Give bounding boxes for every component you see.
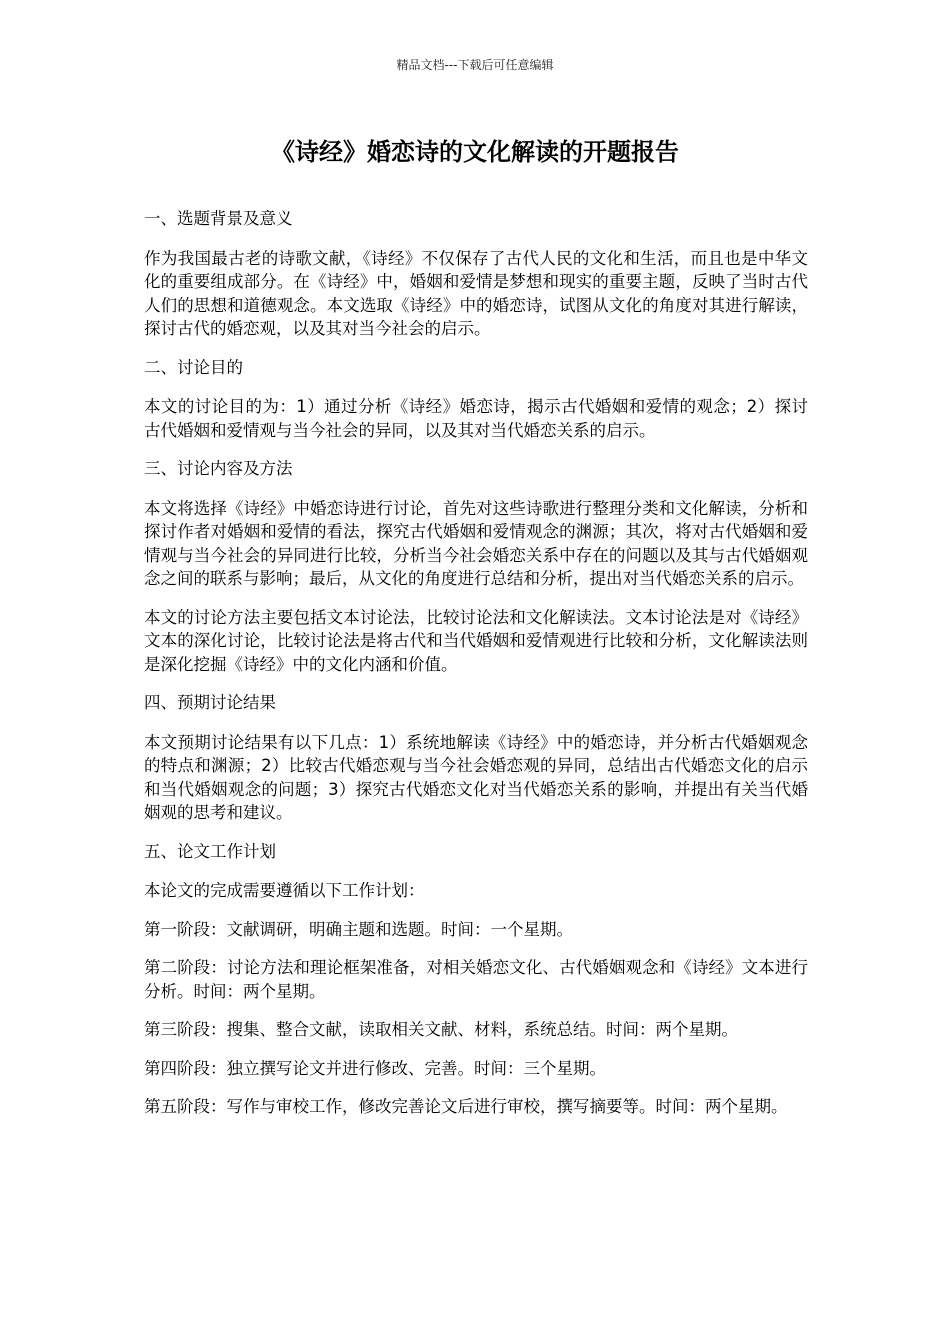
plan-stage-3: 第三阶段：搜集、整合文献，读取相关文献、材料，系统总结。时间：两个星期。 <box>144 1020 738 1039</box>
section-heading-content-method: 三、讨论内容及方法 <box>144 459 293 478</box>
plan-stage-4: 第四阶段：独立撰写论文并进行修改、完善。时间：三个星期。 <box>144 1058 606 1078</box>
plan-stage-1: 第一阶段：文献调研，明确主题和选题。时间：一个星期。 <box>144 919 573 939</box>
paragraph-plan-intro: 本论文的完成需要遵循以下工作计划： <box>144 881 425 900</box>
section-heading-expected-results: 四、预期讨论结果 <box>144 693 276 712</box>
paragraph-method: 本文的讨论方法主要包括文本讨论法，比较讨论法和文化解读法。文本讨论法是对《诗经》文本的深化讨论，比较讨论法是将古代和当代婚姻和爱情观进行比较和分析，文化解读法则是深化挖掘《诗经》中的文化内涵和价值。 <box>144 607 808 674</box>
plan-stage-5: 第五阶段：写作与审校工作，修改完善论文后进行审校，撰写摘要等。时间：两个星期。 <box>144 1097 788 1116</box>
paragraph-purpose: 本文的讨论目的为：1）通过分析《诗经》婚恋诗，揭示古代婚姻和爱情的观念；2）探讨古代婚姻和爱情观与当今社会的异同，以及其对当代婚恋关系的启示。 <box>144 397 808 440</box>
plan-stage-2: 第二阶段：讨论方法和理论框架准备，对相关婚恋文化、古代婚姻观念和《诗经》文本进行分析。时间：两个星期。 <box>144 958 808 1001</box>
section-heading-work-plan: 五、论文工作计划 <box>144 841 276 861</box>
paragraph-expected-results: 本文预期讨论结果有以下几点：1）系统地解读《诗经》中的婚恋诗，并分析古代婚姻观念的特点和渊源；2）比较古代婚恋观与当今社会婚恋观的异同，总结出古代婚恋文化的启示和当代婚姻观念的问题；3）探究古代婚恋文化对当代婚恋关系的影响，并提出有关当代婚姻观的思考和建议。 <box>144 732 808 822</box>
document-body <box>144 207 808 1134</box>
header-note: 精品文档---下载后可任意编辑 <box>396 58 554 72</box>
paragraph-background: 作为我国最古老的诗歌文献，《诗经》不仅保存了古代人民的文化和生活，而且也是中华文化的重要组成部分。在《诗经》中，婚姻和爱情是梦想和现实的重要主题，反映了当时古代人们的思想和道德观念。本文选取《诗经》中的婚恋诗，试图从文化的角度对其进行解读，探讨古代的婚恋观，以及其对当今社会的启示。 <box>144 248 808 338</box>
paragraph-content: 本文将选择《诗经》中婚恋诗进行讨论，首先对这些诗歌进行整理分类和文化解读，分析和探讨作者对婚姻和爱情的看法，探究古代婚姻和爱情观念的渊源；其次，将对古代婚姻和爱情观与当今社会的异同进行比较，分析当今社会婚恋关系中存在的问题以及其与古代婚姻观念之间的联系与影响；最后，从文化的角度进行总结和分析，提出对当代婚恋关系的启示。 <box>144 498 808 588</box>
section-heading-background: 一、选题背景及意义 <box>144 209 293 228</box>
document-title: 《诗经》婚恋诗的文化解读的开题报告 <box>271 138 679 166</box>
section-heading-purpose: 二、讨论目的 <box>144 357 243 377</box>
